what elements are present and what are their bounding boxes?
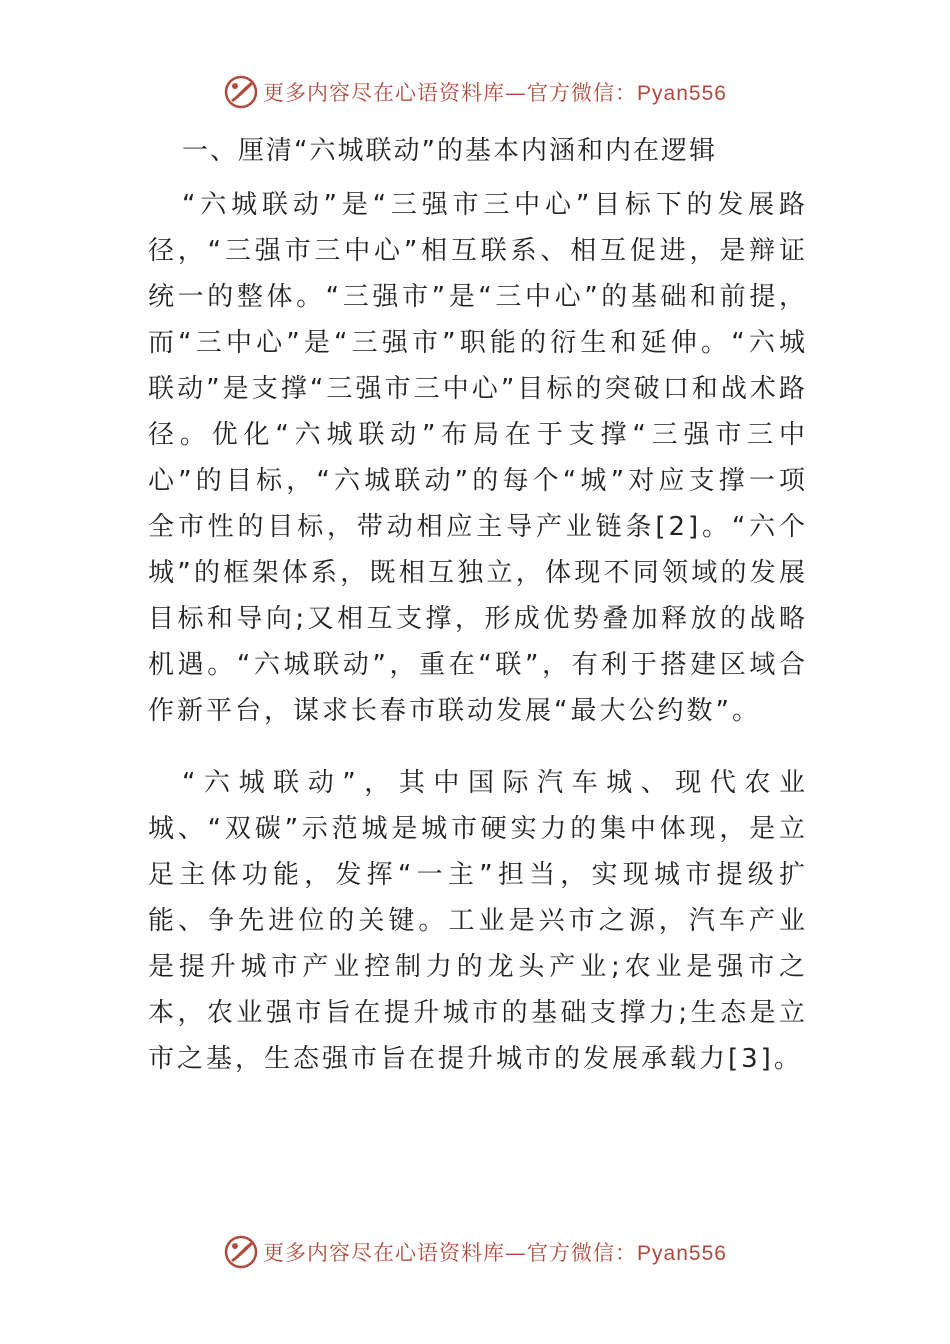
- header-banner: [0, 72, 950, 112]
- pen-logo-icon: [223, 74, 259, 110]
- section-heading: 一、厘清“六城联动”的基本内涵和内在逻辑: [182, 136, 717, 166]
- footer-banner: [0, 1232, 950, 1272]
- banner-text: 更多内容尽在心语资料库—官方微信：Pyan556: [263, 81, 727, 105]
- wechat-id: Pyan556: [637, 82, 727, 105]
- pen-logo-icon: [223, 1234, 259, 1270]
- wechat-id: Pyan556: [637, 1242, 727, 1265]
- banner-text: 更多内容尽在心语资料库—官方微信：Pyan556: [263, 1241, 727, 1265]
- paragraph-1: “六城联动”是“三强市三中心”目标下的发展路径，“三强市三中心”相互联系、相互促进，是辩证统一的整体。“三强市”是“三中心”的基础和前提，而“三中心”是“三强市”职能的衍生和延伸。“六城联动”是支撑“三强市三中心”目标的突破口和战术路径。优化“六城联动”布局在于支撑“三强市三中心”的目标，“六城联动”的每个“城”对应支撑一项全市性的目标，带动相应主导产业链条[2]。“六个城”的框架体系，既相互独立，体现不同领域的发展目标和导向;又相互支撑，形成优势叠加释放的战略机遇。“六城联动”，重在“联”，有利于搭建区域合作新平台，谋求长春市联动发展“最大公约数”。: [148, 190, 808, 726]
- paragraph-2: “六城联动”，其中国际汽车城、现代农业城、“双碳”示范城是城市硬实力的集中体现，是立足主体功能，发挥“一主”担当，实现城市提级扩能、争先进位的关键。工业是兴市之源，汽车产业是提升城市产业控制力的龙头产业;农业是强市之本，农业强市旨在提升城市的基础支撑力;生态是立市之基，生态强市旨在提升城市的发展承载力[3]。: [148, 768, 808, 1074]
- document-body: [148, 128, 808, 1108]
